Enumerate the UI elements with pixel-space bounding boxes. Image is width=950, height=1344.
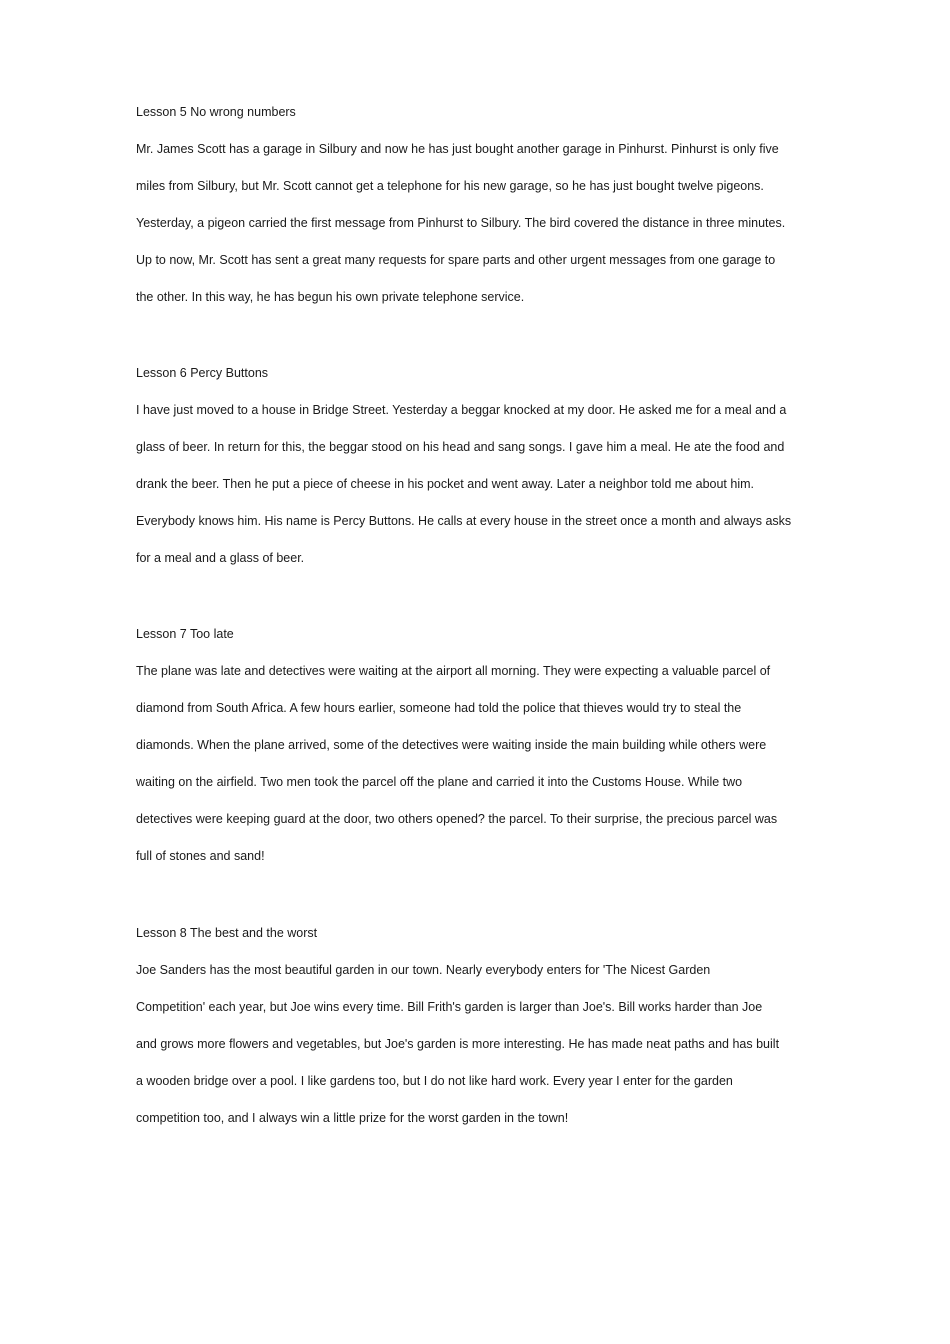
paragraph-line: drank the beer. Then he put a piece of cheese in his pocket and went away. Later a neighbor told me about him. xyxy=(136,477,754,491)
paragraph-line: for a meal and a glass of beer. xyxy=(136,551,305,565)
paragraph-line: Joe Sanders has the most beautiful garden in our town. Nearly everybody enters for 'The Nicest Garden xyxy=(136,963,711,977)
paragraph-line: full of stones and sand! xyxy=(136,849,265,863)
paragraph-line: The plane was late and detectives were waiting at the airport all morning. They were expecting a valuable parcel of xyxy=(136,664,771,678)
paragraph-line: diamonds. When the plane arrived, some of the detectives were waiting inside the main building while others were xyxy=(136,738,767,752)
paragraph-line: Competition' each year, but Joe wins every time. Bill Frith's garden is larger than Joe's. Bill works harder than Joe xyxy=(136,1000,763,1014)
paragraph-line: a wooden bridge over a pool. I like gardens too, but I do not like hard work. Every year I enter for the garden xyxy=(136,1074,733,1088)
paragraph-line: waiting on the airfield. Two men took the parcel off the plane and carried it into the Customs House. While two xyxy=(136,775,743,789)
paragraph-line: diamond from South Africa. A few hours earlier, someone had told the police that thieves would try to steal the xyxy=(136,701,742,715)
paragraph-line: Mr. James Scott has a garage in Silbury and now he has just bought another garage in Pinhurst. Pinhurst is only five xyxy=(136,142,779,156)
paragraph-line: miles from Silbury, but Mr. Scott cannot get a telephone for his new garage, so he has just bought twelve pigeons. xyxy=(136,179,764,193)
lesson-title: Lesson 5 No wrong numbers xyxy=(136,105,296,119)
paragraph-line: the other. In this way, he has begun his own private telephone service. xyxy=(136,290,525,304)
paragraph-line: Everybody knows him. His name is Percy Buttons. He calls at every house in the street once a month and always asks xyxy=(136,514,792,528)
lesson-6 xyxy=(136,363,826,568)
paragraph-line: competition too, and I always win a little prize for the worst garden in the town! xyxy=(136,1111,569,1125)
lesson-8 xyxy=(136,923,826,1128)
paragraph-line: I have just moved to a house in Bridge Street. Yesterday a beggar knocked at my door. He asked me for a meal and a xyxy=(136,403,787,417)
lesson-5 xyxy=(136,102,826,307)
paragraph-line: glass of beer. In return for this, the beggar stood on his head and sang songs. I gave him a meal. He ate the food and xyxy=(136,440,785,454)
lesson-title: Lesson 8 The best and the worst xyxy=(136,926,318,940)
lesson-title: Lesson 6 Percy Buttons xyxy=(136,366,269,380)
paragraph-line: Yesterday, a pigeon carried the first message from Pinhurst to Silbury. The bird covered the distance in three minutes. xyxy=(136,216,786,230)
paragraph-line: Up to now, Mr. Scott has sent a great many requests for spare parts and other urgent messages from one garage to xyxy=(136,253,776,267)
lesson-title: Lesson 7 Too late xyxy=(136,627,234,641)
paragraph-line: detectives were keeping guard at the door, two others opened? the parcel. To their surprise, the precious parcel was xyxy=(136,812,778,826)
lesson-7 xyxy=(136,624,826,866)
paragraph-line: and grows more flowers and vegetables, but Joe's garden is more interesting. He has made neat paths and has built xyxy=(136,1037,780,1051)
